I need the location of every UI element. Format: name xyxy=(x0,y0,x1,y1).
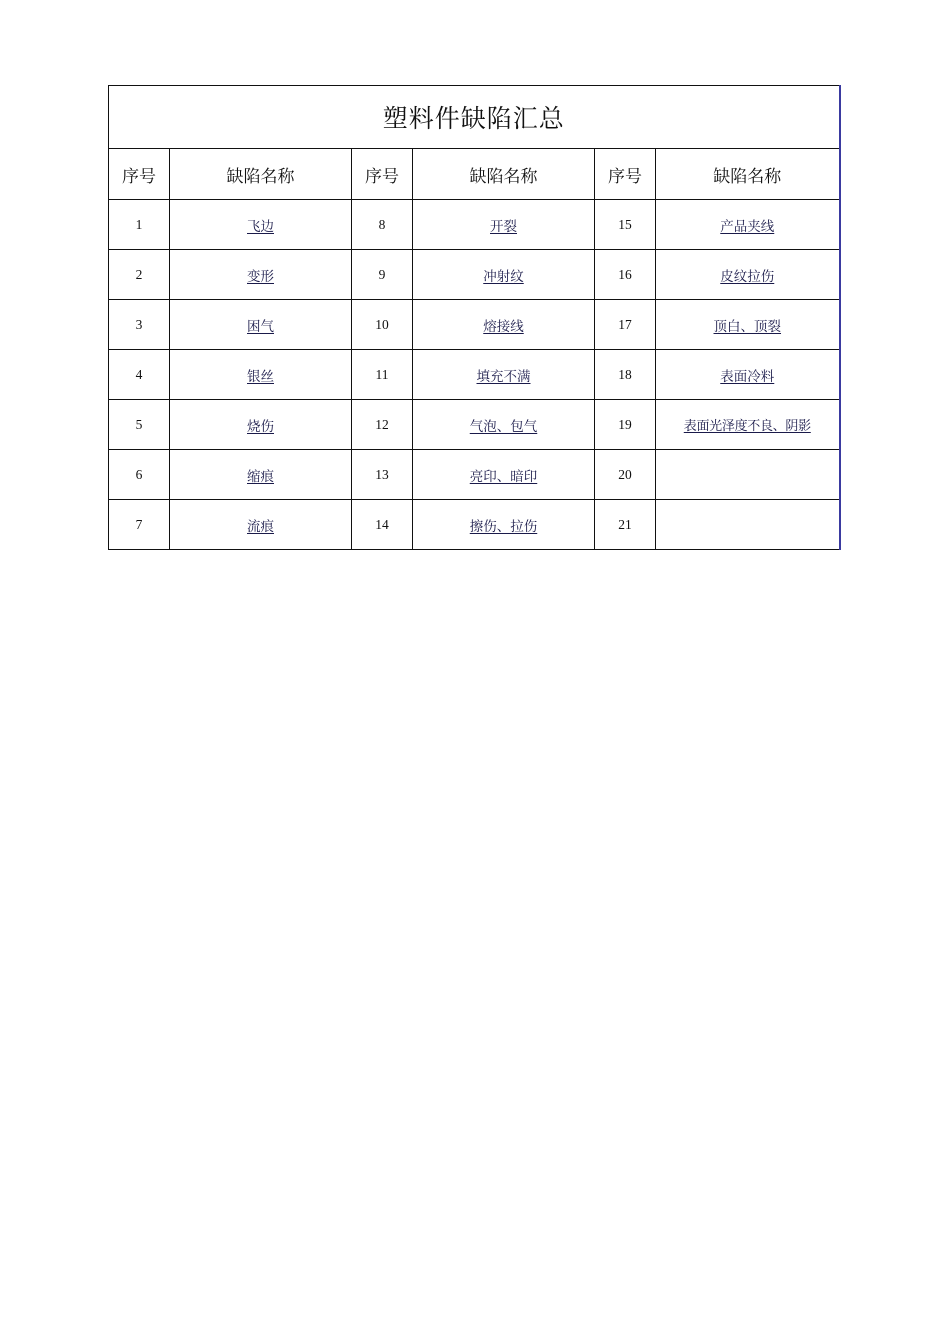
defect-link[interactable]: 表面冷料 xyxy=(720,368,775,385)
defect-summary-sheet xyxy=(108,85,839,550)
defect-link[interactable]: 填充不满 xyxy=(476,368,531,385)
defect-link[interactable]: 熔接线 xyxy=(483,318,524,335)
empty-defect-cell xyxy=(656,500,840,550)
defect-name-cell xyxy=(413,450,595,500)
defect-name-cell xyxy=(656,300,840,350)
row-seq-number: 17 xyxy=(595,300,656,350)
defect-name-cell xyxy=(413,200,595,250)
defect-link[interactable]: 亮印、暗印 xyxy=(469,468,538,485)
table-row xyxy=(109,300,840,350)
header-seq-3: 序号 xyxy=(595,149,656,200)
header-defect-name-2: 缺陷名称 xyxy=(413,149,595,200)
defect-name-cell xyxy=(413,350,595,400)
defect-name-cell xyxy=(170,200,352,250)
defect-name-cell xyxy=(170,450,352,500)
defect-link[interactable]: 困气 xyxy=(247,318,274,335)
header-seq-1: 序号 xyxy=(109,149,170,200)
row-seq-number: 5 xyxy=(109,400,170,450)
header-seq-2: 序号 xyxy=(352,149,413,200)
defect-name-cell xyxy=(170,500,352,550)
defect-summary-table xyxy=(108,85,841,550)
row-seq-number: 10 xyxy=(352,300,413,350)
defect-name-cell xyxy=(413,400,595,450)
row-seq-number: 12 xyxy=(352,400,413,450)
row-seq-number: 11 xyxy=(352,350,413,400)
defect-link[interactable]: 气泡、包气 xyxy=(469,418,538,435)
defect-link[interactable]: 变形 xyxy=(247,268,274,285)
row-seq-number: 9 xyxy=(352,250,413,300)
defect-name-cell xyxy=(170,350,352,400)
row-seq-number: 3 xyxy=(109,300,170,350)
defect-link[interactable]: 表面光泽度不良、阴影 xyxy=(683,419,811,434)
defect-name-cell xyxy=(656,250,840,300)
defect-link[interactable]: 银丝 xyxy=(247,368,274,385)
table-row xyxy=(109,350,840,400)
header-row xyxy=(109,149,840,200)
table-row xyxy=(109,400,840,450)
row-seq-number: 2 xyxy=(109,250,170,300)
row-seq-number: 18 xyxy=(595,350,656,400)
defect-link[interactable]: 擦伤、拉伤 xyxy=(469,518,538,535)
defect-link[interactable]: 顶白、顶裂 xyxy=(713,318,782,335)
table-row xyxy=(109,200,840,250)
row-seq-number: 1 xyxy=(109,200,170,250)
defect-name-cell xyxy=(413,300,595,350)
table-row xyxy=(109,450,840,500)
row-seq-number: 15 xyxy=(595,200,656,250)
table-title: 塑料件缺陷汇总 xyxy=(109,86,840,149)
defect-name-cell xyxy=(170,250,352,300)
row-seq-number: 6 xyxy=(109,450,170,500)
defect-name-cell xyxy=(413,250,595,300)
header-defect-name-3: 缺陷名称 xyxy=(656,149,840,200)
row-seq-number: 4 xyxy=(109,350,170,400)
row-seq-number: 8 xyxy=(352,200,413,250)
empty-defect-cell xyxy=(656,450,840,500)
defect-name-cell xyxy=(656,350,840,400)
defect-name-cell xyxy=(656,400,840,450)
defect-name-cell xyxy=(656,200,840,250)
header-defect-name-1: 缺陷名称 xyxy=(170,149,352,200)
row-seq-number: 16 xyxy=(595,250,656,300)
row-seq-number: 19 xyxy=(595,400,656,450)
defect-link[interactable]: 产品夹线 xyxy=(720,218,775,235)
table-row xyxy=(109,500,840,550)
row-seq-number: 21 xyxy=(595,500,656,550)
defect-link[interactable]: 流痕 xyxy=(247,518,274,535)
defect-name-cell xyxy=(413,500,595,550)
defect-link[interactable]: 缩痕 xyxy=(247,468,274,485)
defect-link[interactable]: 烧伤 xyxy=(247,418,274,435)
defect-link[interactable]: 皮纹拉伤 xyxy=(720,268,775,285)
row-seq-number: 7 xyxy=(109,500,170,550)
defect-link[interactable]: 冲射纹 xyxy=(483,268,524,285)
defect-name-cell xyxy=(170,300,352,350)
defect-name-cell xyxy=(170,400,352,450)
row-seq-number: 13 xyxy=(352,450,413,500)
defect-link[interactable]: 飞边 xyxy=(247,218,274,235)
row-seq-number: 14 xyxy=(352,500,413,550)
row-seq-number: 20 xyxy=(595,450,656,500)
defect-link[interactable]: 开裂 xyxy=(490,218,517,235)
table-row xyxy=(109,250,840,300)
